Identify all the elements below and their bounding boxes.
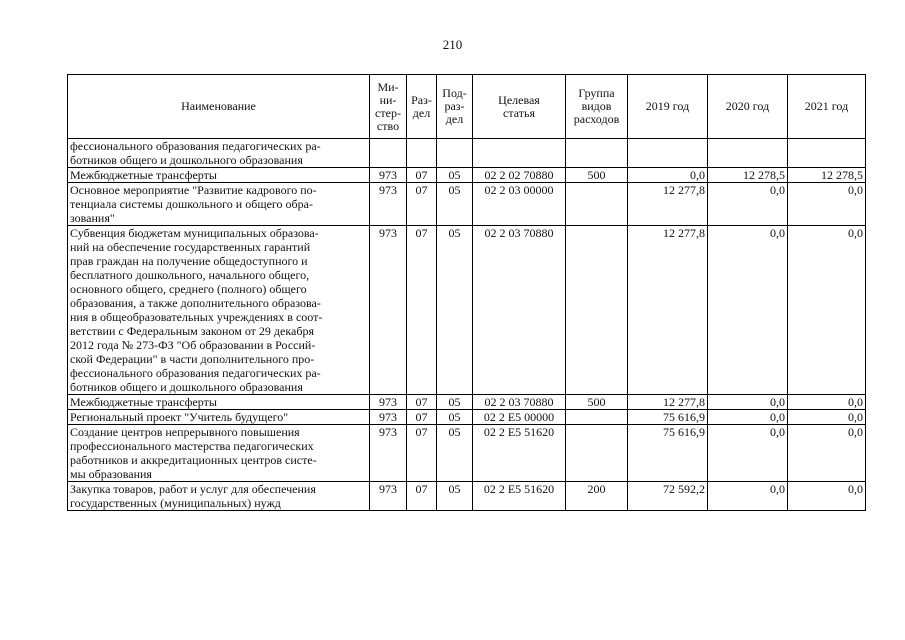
header-row xyxy=(68,75,866,139)
row-name-line: Межбюджетные трансферты xyxy=(70,168,217,182)
header-section: Раз- дел xyxy=(407,75,437,139)
row-ministry xyxy=(370,139,407,168)
row-2021: 0,0 xyxy=(788,183,866,226)
row-2021: 0,0 xyxy=(788,226,866,395)
row-2021: 12 278,5 xyxy=(788,168,866,183)
row-section: 07 xyxy=(407,395,437,410)
row-name xyxy=(68,395,370,410)
row-name-line: ботников общего и дошкольного образования xyxy=(70,380,303,394)
row-2019 xyxy=(628,139,708,168)
row-group xyxy=(566,226,628,395)
row-name xyxy=(68,226,370,395)
header-ministry: Ми- ни- стер- ство xyxy=(370,75,407,139)
row-name xyxy=(68,139,370,168)
row-2021: 0,0 xyxy=(788,425,866,482)
row-2020: 0,0 xyxy=(708,226,788,395)
row-name-line: Основное мероприятие "Развитие кадрового по- xyxy=(70,183,317,197)
row-2021: 0,0 xyxy=(788,395,866,410)
row-2019: 0,0 xyxy=(628,168,708,183)
header-group: Группа видов расходов xyxy=(566,75,628,139)
row-target: 02 2 E5 51620 xyxy=(473,425,566,482)
row-name-line: ботников общего и дошкольного образования xyxy=(70,153,303,167)
row-ministry: 973 xyxy=(370,226,407,395)
row-2021 xyxy=(788,139,866,168)
header-2020: 2020 год xyxy=(708,75,788,139)
row-2020: 0,0 xyxy=(708,425,788,482)
row-name-line: ния в общеобразовательных учреждениях в соот- xyxy=(70,310,323,324)
page-number: 210 xyxy=(442,37,463,52)
row-section: 07 xyxy=(407,425,437,482)
row-ministry: 973 xyxy=(370,410,407,425)
row-name-line: Закупка товаров, работ и услуг для обеспечения xyxy=(70,482,316,496)
row-ministry: 973 xyxy=(370,482,407,511)
row-ministry: 973 xyxy=(370,395,407,410)
row-name xyxy=(68,183,370,226)
row-section: 07 xyxy=(407,482,437,511)
table-row xyxy=(68,410,866,425)
row-target: 02 2 03 70880 xyxy=(473,226,566,395)
row-target: 02 2 E5 00000 xyxy=(473,410,566,425)
row-name-line: зования" xyxy=(70,211,115,225)
header-2021: 2021 год xyxy=(788,75,866,139)
table-row xyxy=(68,395,866,410)
row-2020: 0,0 xyxy=(708,482,788,511)
row-ministry: 973 xyxy=(370,168,407,183)
row-target: 02 2 03 70880 xyxy=(473,395,566,410)
row-group: 500 xyxy=(566,395,628,410)
row-name-line: Региональный проект "Учитель будущего" xyxy=(70,410,289,424)
row-section: 07 xyxy=(407,168,437,183)
table-row xyxy=(68,482,866,511)
row-section: 07 xyxy=(407,410,437,425)
row-2021: 0,0 xyxy=(788,482,866,511)
row-name-line: профессионального мастерства педагогических xyxy=(70,439,314,453)
table-row xyxy=(68,139,866,168)
row-section: 07 xyxy=(407,226,437,395)
row-name xyxy=(68,425,370,482)
row-ministry: 973 xyxy=(370,183,407,226)
row-section: 07 xyxy=(407,183,437,226)
budget-table xyxy=(67,74,866,511)
row-subsection: 05 xyxy=(437,226,473,395)
row-2021: 0,0 xyxy=(788,410,866,425)
row-2020: 0,0 xyxy=(708,395,788,410)
row-name-line: Межбюджетные трансферты xyxy=(70,395,217,409)
row-subsection: 05 xyxy=(437,410,473,425)
table-row xyxy=(68,183,866,226)
row-group: 200 xyxy=(566,482,628,511)
header-name: Наименование xyxy=(68,75,370,139)
row-2020: 0,0 xyxy=(708,410,788,425)
row-2020: 12 278,5 xyxy=(708,168,788,183)
row-2020: 0,0 xyxy=(708,183,788,226)
row-name-line: Субвенция бюджетам муниципальных образова- xyxy=(70,226,319,240)
row-target: 02 2 03 00000 xyxy=(473,183,566,226)
row-subsection: 05 xyxy=(437,183,473,226)
row-name-line: бесплатного дошкольного, начального общего, xyxy=(70,268,310,282)
row-name-line: основного общего, среднего (полного) общего xyxy=(70,282,307,296)
row-target: 02 2 02 70880 xyxy=(473,168,566,183)
row-group xyxy=(566,425,628,482)
row-2020 xyxy=(708,139,788,168)
row-name-line: тенциала системы дошкольного и общего обра- xyxy=(70,197,313,211)
row-section xyxy=(407,139,437,168)
row-group xyxy=(566,410,628,425)
row-name-line: образования, а также дополнительного образова- xyxy=(70,296,321,310)
row-2019: 12 277,8 xyxy=(628,395,708,410)
header-subsection: Под- раз- дел xyxy=(437,75,473,139)
row-subsection xyxy=(437,139,473,168)
row-name xyxy=(68,410,370,425)
table-body xyxy=(68,139,866,511)
row-name-line: ветствии с Федеральным законом от 29 декабря xyxy=(70,324,314,338)
row-target xyxy=(473,139,566,168)
header-target: Целевая статья xyxy=(473,75,566,139)
row-subsection: 05 xyxy=(437,168,473,183)
row-name-line: фессионального образования педагогических ра- xyxy=(70,139,321,153)
row-group: 500 xyxy=(566,168,628,183)
row-ministry: 973 xyxy=(370,425,407,482)
row-2019: 12 277,8 xyxy=(628,183,708,226)
row-group xyxy=(566,139,628,168)
row-name-line: 2012 года № 273-ФЗ "Об образовании в Россий- xyxy=(70,338,316,352)
row-2019: 12 277,8 xyxy=(628,226,708,395)
table-row xyxy=(68,226,866,395)
row-name-line: Создание центров непрерывного повышения xyxy=(70,425,300,439)
table-row xyxy=(68,425,866,482)
row-subsection: 05 xyxy=(437,425,473,482)
row-name xyxy=(68,168,370,183)
row-name-line: работников и аккредитационных центров систе- xyxy=(70,453,317,467)
row-name-line: прав граждан на получение общедоступного и xyxy=(70,254,308,268)
row-2019: 72 592,2 xyxy=(628,482,708,511)
row-2019: 75 616,9 xyxy=(628,410,708,425)
row-name-line: ний на обеспечение государственных гарантий xyxy=(70,240,311,254)
row-name-line: государственных (муниципальных) нужд xyxy=(70,496,281,510)
header-2019: 2019 год xyxy=(628,75,708,139)
row-target: 02 2 E5 51620 xyxy=(473,482,566,511)
row-name xyxy=(68,482,370,511)
row-name-line: мы образования xyxy=(70,467,152,481)
row-group xyxy=(566,183,628,226)
row-name-line: фессионального образования педагогических ра- xyxy=(70,366,321,380)
row-2019: 75 616,9 xyxy=(628,425,708,482)
row-subsection: 05 xyxy=(437,395,473,410)
row-subsection: 05 xyxy=(437,482,473,511)
table-row xyxy=(68,168,866,183)
row-name-line: ской Федерации" в части дополнительного про- xyxy=(70,352,315,366)
